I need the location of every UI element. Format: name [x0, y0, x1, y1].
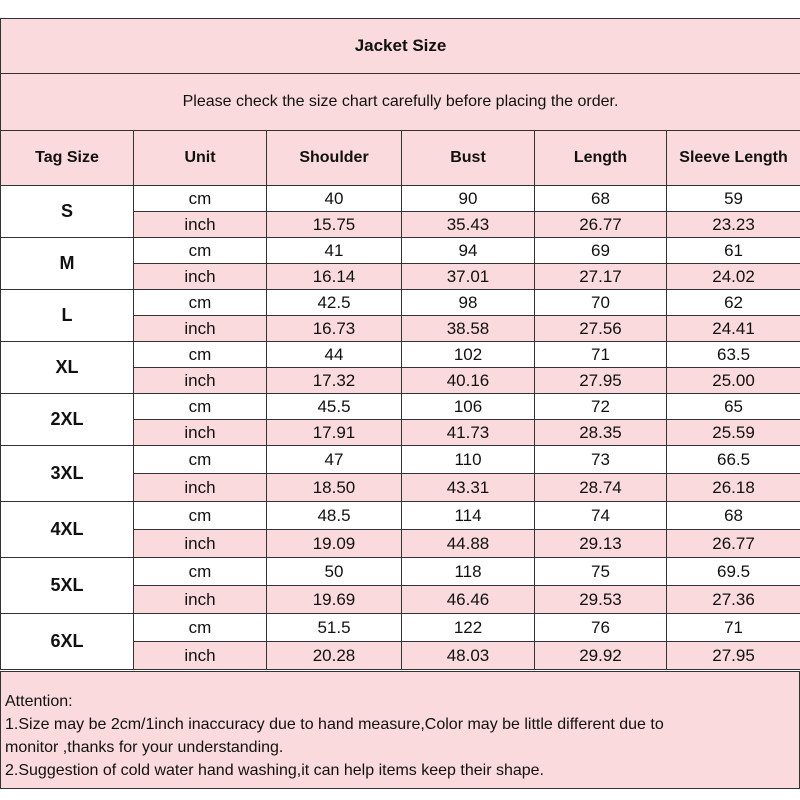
shoulder-cell: 16.14: [267, 264, 402, 290]
table-row: [1, 290, 800, 316]
shoulder-cell: 16.73: [267, 316, 402, 342]
sleeve-length-cell: 59: [667, 186, 800, 212]
length-cell: 27.95: [535, 368, 667, 394]
unit-cell: inch: [134, 586, 267, 614]
shoulder-cell: 50: [267, 558, 402, 586]
sleeve-length-cell: 66.5: [667, 446, 800, 474]
unit-cell: cm: [134, 238, 267, 264]
bust-cell: 37.01: [402, 264, 535, 290]
shoulder-cell: 48.5: [267, 502, 402, 530]
bust-cell: 106: [402, 394, 535, 420]
attention-line-1: 1.Size may be 2cm/1inch inaccuracy due to hand measure,Color may be little different due to: [5, 716, 664, 733]
tag-size-cell: 2XL: [1, 394, 134, 446]
tag-size-cell: XL: [1, 342, 134, 394]
sleeve-length-cell: 61: [667, 238, 800, 264]
sleeve-length-cell: 24.41: [667, 316, 800, 342]
shoulder-cell: 20.28: [267, 642, 402, 670]
bust-cell: 122: [402, 614, 535, 642]
sleeve-length-cell: 23.23: [667, 212, 800, 238]
table-row: [1, 186, 800, 212]
length-cell: 72: [535, 394, 667, 420]
sleeve-length-cell: 26.18: [667, 474, 800, 502]
tag-size-cell: 6XL: [1, 614, 134, 670]
unit-cell: inch: [134, 420, 267, 446]
bust-cell: 102: [402, 342, 535, 368]
table-row: [1, 342, 800, 368]
header-length: Length: [535, 131, 667, 186]
header-unit: Unit: [134, 131, 267, 186]
sleeve-length-cell: 24.02: [667, 264, 800, 290]
length-cell: 76: [535, 614, 667, 642]
bust-cell: 98: [402, 290, 535, 316]
table-row: [1, 558, 800, 586]
bust-cell: 40.16: [402, 368, 535, 394]
size-chart-table: [0, 18, 800, 670]
bust-cell: 46.46: [402, 586, 535, 614]
bust-cell: 118: [402, 558, 535, 586]
bust-cell: 110: [402, 446, 535, 474]
bust-cell: 35.43: [402, 212, 535, 238]
unit-cell: inch: [134, 212, 267, 238]
length-cell: 26.77: [535, 212, 667, 238]
unit-cell: inch: [134, 474, 267, 502]
tag-size-cell: 5XL: [1, 558, 134, 614]
unit-cell: cm: [134, 614, 267, 642]
length-cell: 73: [535, 446, 667, 474]
shoulder-cell: 45.5: [267, 394, 402, 420]
unit-cell: cm: [134, 446, 267, 474]
length-cell: 27.56: [535, 316, 667, 342]
sleeve-length-cell: 71: [667, 614, 800, 642]
tag-size-cell: S: [1, 186, 134, 238]
shoulder-cell: 41: [267, 238, 402, 264]
sleeve-length-cell: 25.00: [667, 368, 800, 394]
shoulder-cell: 40: [267, 186, 402, 212]
unit-cell: inch: [134, 530, 267, 558]
length-cell: 27.17: [535, 264, 667, 290]
unit-cell: cm: [134, 342, 267, 368]
length-cell: 29.92: [535, 642, 667, 670]
attention-line-3: 2.Suggestion of cold water hand washing,it can help items keep their shape.: [5, 762, 544, 779]
shoulder-cell: 47: [267, 446, 402, 474]
header-shoulder: Shoulder: [267, 131, 402, 186]
attention-heading: Attention:: [5, 693, 73, 710]
length-cell: 28.74: [535, 474, 667, 502]
sleeve-length-cell: 25.59: [667, 420, 800, 446]
attention-box: [0, 671, 800, 789]
unit-cell: cm: [134, 558, 267, 586]
bust-cell: 44.88: [402, 530, 535, 558]
sleeve-length-cell: 62: [667, 290, 800, 316]
shoulder-cell: 18.50: [267, 474, 402, 502]
shoulder-cell: 19.69: [267, 586, 402, 614]
table-row: [1, 238, 800, 264]
length-cell: 69: [535, 238, 667, 264]
shoulder-cell: 15.75: [267, 212, 402, 238]
chart-title: Jacket Size: [1, 19, 800, 74]
shoulder-cell: 19.09: [267, 530, 402, 558]
unit-cell: inch: [134, 264, 267, 290]
tag-size-cell: L: [1, 290, 134, 342]
table-row: [1, 502, 800, 530]
unit-cell: cm: [134, 186, 267, 212]
bust-cell: 94: [402, 238, 535, 264]
length-cell: 68: [535, 186, 667, 212]
length-cell: 75: [535, 558, 667, 586]
sleeve-length-cell: 65: [667, 394, 800, 420]
length-cell: 29.13: [535, 530, 667, 558]
sleeve-length-cell: 63.5: [667, 342, 800, 368]
chart-note: Please check the size chart carefully before placing the order.: [1, 74, 800, 131]
bust-cell: 41.73: [402, 420, 535, 446]
tag-size-cell: 3XL: [1, 446, 134, 502]
shoulder-cell: 51.5: [267, 614, 402, 642]
table-row: [1, 446, 800, 474]
tag-size-cell: 4XL: [1, 502, 134, 558]
unit-cell: cm: [134, 290, 267, 316]
sleeve-length-cell: 27.36: [667, 586, 800, 614]
length-cell: 71: [535, 342, 667, 368]
bust-cell: 43.31: [402, 474, 535, 502]
shoulder-cell: 17.32: [267, 368, 402, 394]
attention-line-2: monitor ,thanks for your understanding.: [5, 739, 284, 756]
shoulder-cell: 44: [267, 342, 402, 368]
sleeve-length-cell: 68: [667, 502, 800, 530]
unit-cell: inch: [134, 642, 267, 670]
bust-cell: 38.58: [402, 316, 535, 342]
unit-cell: inch: [134, 368, 267, 394]
sleeve-length-cell: 69.5: [667, 558, 800, 586]
shoulder-cell: 17.91: [267, 420, 402, 446]
header-sleeve-length: Sleeve Length: [667, 131, 800, 186]
bust-cell: 114: [402, 502, 535, 530]
table-row: [1, 614, 800, 642]
length-cell: 74: [535, 502, 667, 530]
sleeve-length-cell: 27.95: [667, 642, 800, 670]
shoulder-cell: 42.5: [267, 290, 402, 316]
length-cell: 70: [535, 290, 667, 316]
bust-cell: 48.03: [402, 642, 535, 670]
header-tag-size: Tag Size: [1, 131, 134, 186]
tag-size-cell: M: [1, 238, 134, 290]
header-bust: Bust: [402, 131, 535, 186]
length-cell: 28.35: [535, 420, 667, 446]
unit-cell: inch: [134, 316, 267, 342]
sleeve-length-cell: 26.77: [667, 530, 800, 558]
unit-cell: cm: [134, 502, 267, 530]
header-row: [1, 131, 800, 186]
unit-cell: cm: [134, 394, 267, 420]
length-cell: 29.53: [535, 586, 667, 614]
bust-cell: 90: [402, 186, 535, 212]
table-row: [1, 394, 800, 420]
